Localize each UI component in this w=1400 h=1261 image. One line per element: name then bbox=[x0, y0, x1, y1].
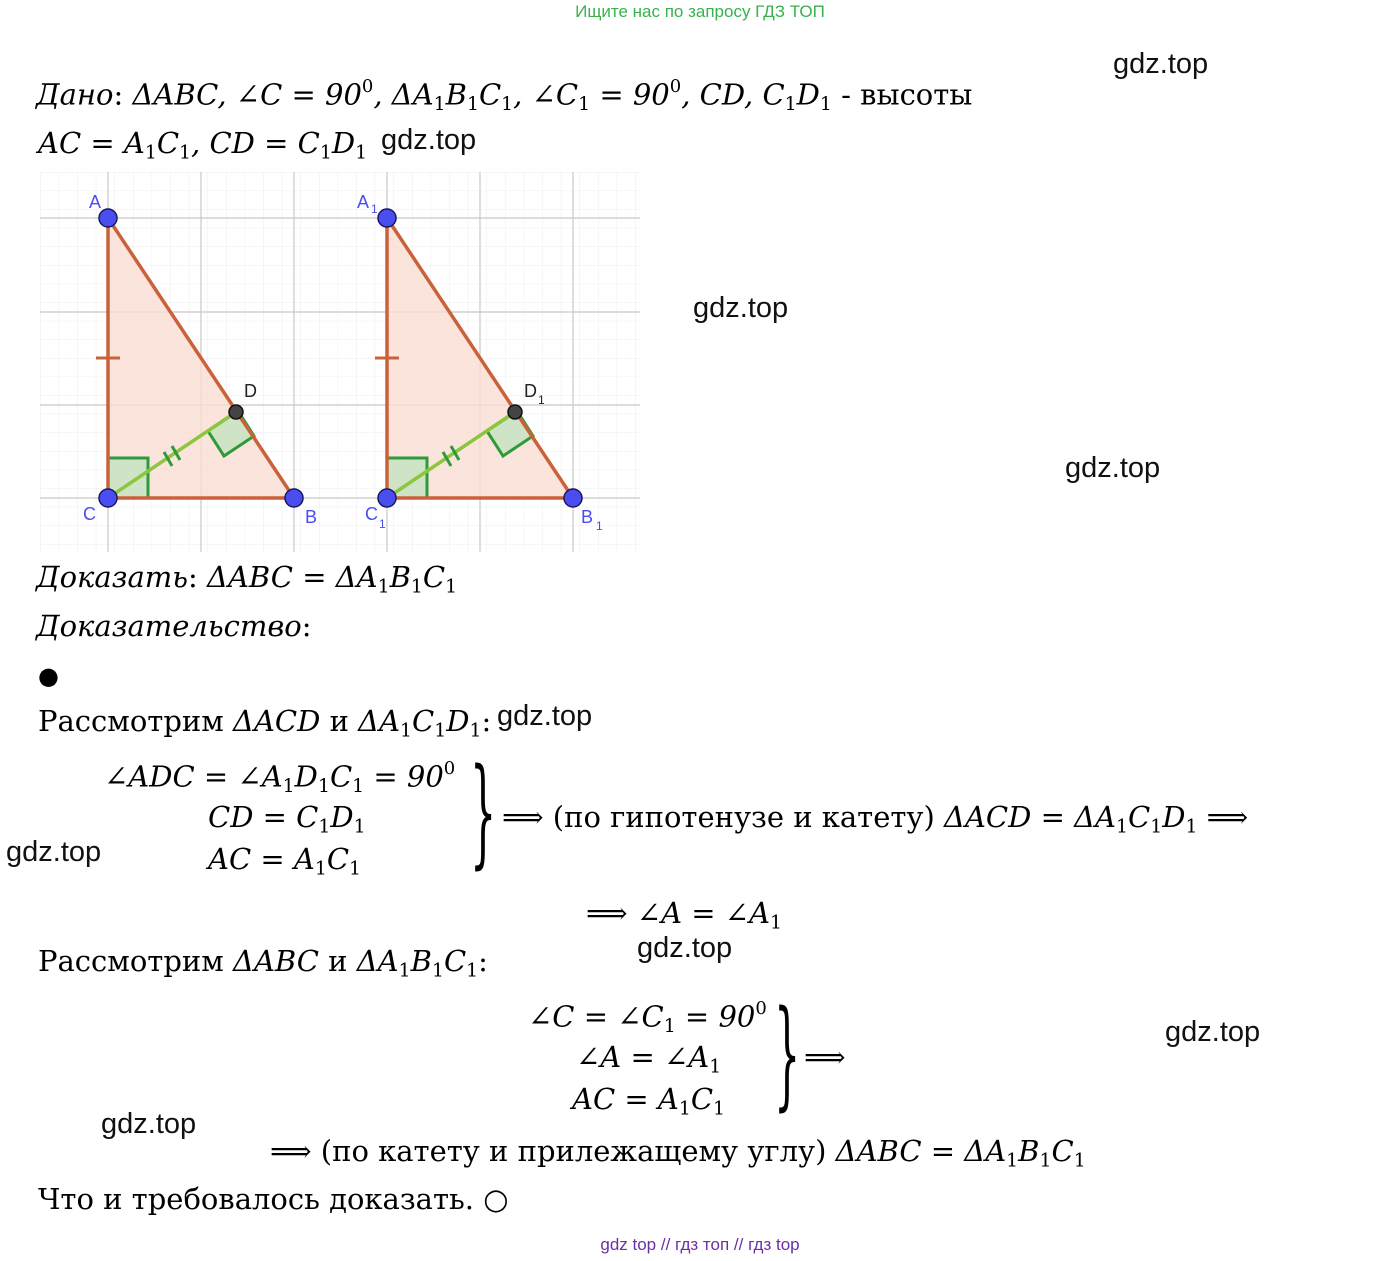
label-b1-subscript: 1 bbox=[596, 519, 603, 533]
point-d bbox=[229, 405, 243, 419]
consider-word: Рассмотрим bbox=[38, 944, 224, 978]
point-a1 bbox=[378, 209, 396, 227]
given-line-1: Дано: ΔABC, ∠C = $90^0$, $\Delta A_1B_1C_1$, $\angle C_1 = 90^0$, CD, $C_1D_1$ - высоты bbox=[36, 76, 973, 115]
bullet: ● bbox=[38, 662, 59, 690]
label-c1: C bbox=[365, 504, 378, 524]
point-b1 bbox=[564, 489, 582, 507]
heights-word: - высоты bbox=[841, 77, 973, 112]
qed-line: Что и требовалось доказать. ○ bbox=[38, 1182, 509, 1216]
consider-word: Рассмотрим bbox=[38, 704, 224, 738]
watermark: gdz.top bbox=[1065, 452, 1161, 484]
label-d1-subscript: 1 bbox=[538, 393, 545, 407]
footer-separator: // bbox=[660, 1235, 671, 1254]
footer-links bbox=[0, 1235, 1400, 1255]
point-c1 bbox=[378, 489, 396, 507]
given-line-2: AC = $A_1C_1$, CD = $C_1D_1$ bbox=[38, 126, 368, 164]
footer-link[interactable]: гдз топ bbox=[675, 1235, 730, 1254]
and-word: и bbox=[328, 944, 348, 978]
label-a1: A bbox=[357, 192, 370, 212]
label-d1: D bbox=[524, 381, 537, 401]
label-c1-subscript: 1 bbox=[379, 517, 386, 531]
right-brace: } bbox=[774, 984, 801, 1122]
system1-line-1: ∠ADC = $\angle A_1D_1C_1 = 90^0$ bbox=[104, 758, 456, 797]
implies-arrow: ⟹ bbox=[804, 1040, 846, 1074]
search-hint-banner: Ищите нас по запросу ГДЗ ТОП bbox=[575, 2, 825, 21]
angle-equality: ⟹ ∠A = $\angle A_1$ bbox=[586, 896, 783, 934]
hyp-leg-text: (по гипотенузе и катету) bbox=[552, 800, 935, 834]
and-word: и bbox=[329, 704, 349, 738]
system1-line-3: AC = $A_1C_1$ bbox=[208, 842, 362, 880]
watermark: gdz.top bbox=[101, 1108, 197, 1140]
system2-line-3: AC = $A_1C_1$ bbox=[572, 1082, 726, 1120]
point-b bbox=[285, 489, 303, 507]
right-brace: } bbox=[470, 742, 497, 880]
proof-label: Доказательство bbox=[36, 609, 302, 643]
given-label: Дано bbox=[36, 77, 114, 112]
label-c: C bbox=[83, 504, 96, 524]
prove-line: Доказать: $\Delta ABC = \Delta A_1B_1C_1$ bbox=[36, 560, 458, 598]
point-d1 bbox=[508, 405, 522, 419]
leg-angle-text: (по катету и прилежащему углу) bbox=[320, 1134, 827, 1168]
label-d: D bbox=[244, 381, 257, 401]
system2-line-1: ∠C = $\angle C_1 = 90^0$ bbox=[528, 998, 767, 1037]
system2-line-2: ∠A = $\angle A_1$ bbox=[576, 1040, 722, 1078]
label-a1-subscript: 1 bbox=[371, 202, 378, 216]
consider-line-2: Рассмотрим ΔABC и $\Delta A_1B_1C_1$: bbox=[38, 944, 488, 982]
footer-link[interactable]: gdz top bbox=[600, 1235, 657, 1254]
watermark: gdz.top bbox=[381, 124, 477, 156]
watermark: gdz.top bbox=[1165, 1016, 1261, 1048]
footer-link[interactable]: гдз top bbox=[748, 1235, 800, 1254]
watermark: gdz.top bbox=[693, 292, 789, 324]
watermark: gdz.top bbox=[637, 932, 733, 964]
watermark: gdz.top bbox=[497, 700, 593, 732]
label-a: A bbox=[89, 192, 102, 212]
footer-separator: // bbox=[733, 1235, 744, 1254]
point-a bbox=[99, 209, 117, 227]
triangles-figure bbox=[40, 172, 640, 552]
system1-line-2: CD = $C_1D_1$ bbox=[208, 800, 366, 838]
proof-heading: Доказательство: bbox=[36, 609, 312, 643]
watermark: gdz.top bbox=[1113, 48, 1209, 80]
system1-conclusion: ⟹ (по гипотенузе и катету) $\Delta ACD = \Delta A_1C_1D_1$ ⟹ bbox=[502, 800, 1249, 838]
point-c bbox=[99, 489, 117, 507]
watermark: gdz.top bbox=[6, 836, 102, 868]
consider-line-1: Рассмотрим ΔACD и $\Delta A_1C_1D_1$: bbox=[38, 704, 492, 742]
label-b: B bbox=[305, 507, 318, 527]
system2-conclusion: ⟹ (по катету и прилежащему углу) $\Delta ABC = \Delta A_1B_1C_1$ bbox=[270, 1134, 1086, 1172]
prove-label: Доказать bbox=[36, 560, 189, 594]
label-b1: B bbox=[581, 507, 594, 527]
